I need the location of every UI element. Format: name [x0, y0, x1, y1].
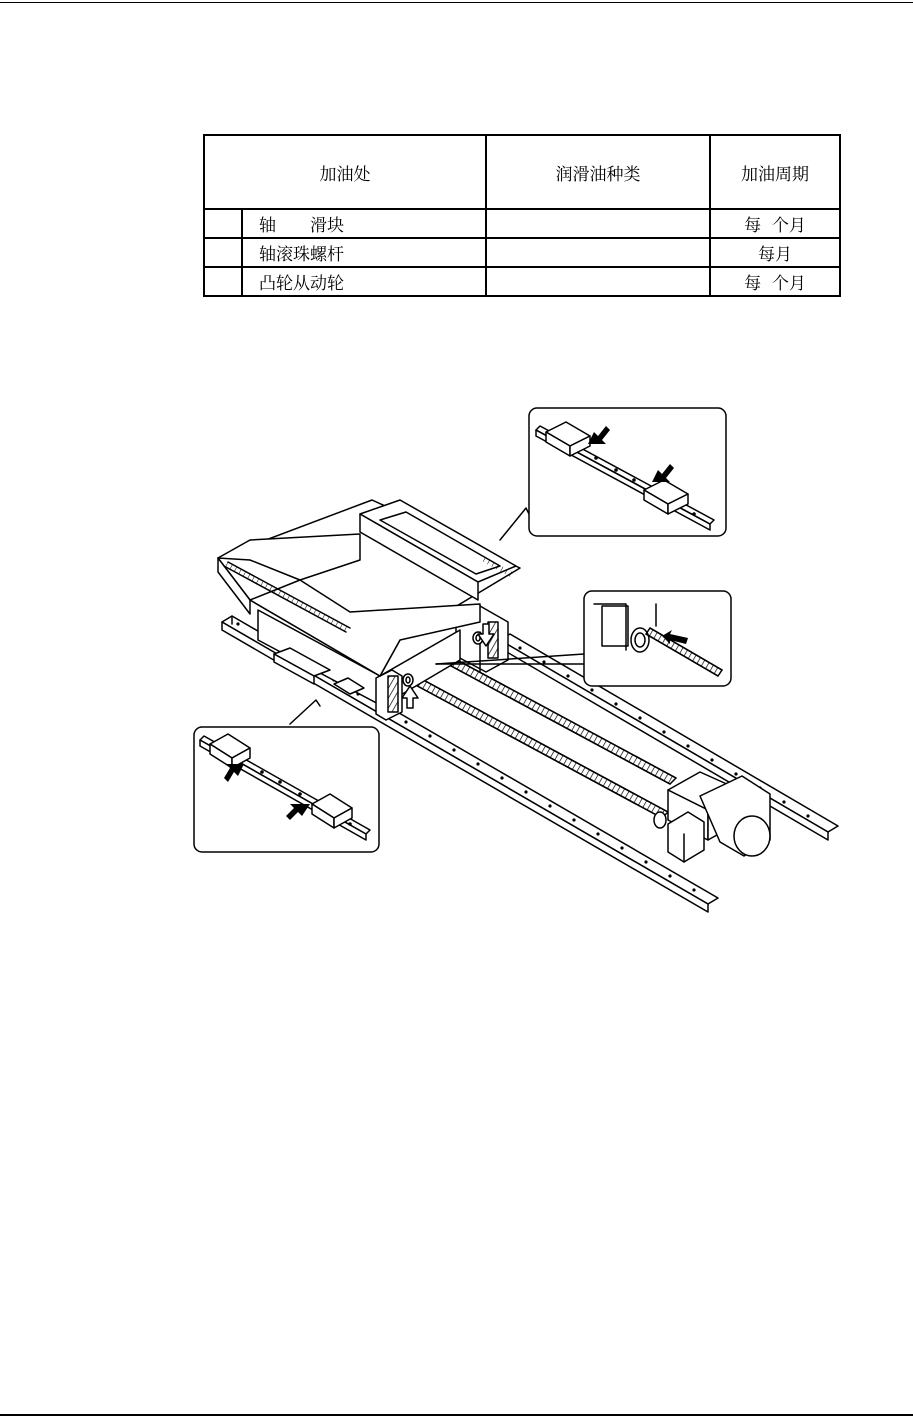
- row-cycle: 每 个月: [710, 209, 840, 238]
- cam-follower-left: [403, 674, 413, 686]
- callout-rail-slider-top: [529, 408, 726, 536]
- drive-motor: [654, 772, 770, 862]
- footer-rule: [0, 1414, 913, 1416]
- row-place: 轴滚珠螺杆: [242, 238, 486, 267]
- header-oil-type: 润滑油种类: [486, 135, 710, 209]
- callout-ballscrew: [584, 591, 731, 686]
- callout-rail-slider-bottom: [194, 727, 379, 852]
- header-cycle: 加油周期: [710, 135, 840, 209]
- row-place: 轴 滑块: [242, 209, 486, 238]
- table-carriage: [218, 500, 520, 720]
- header-place: 加油处: [204, 135, 486, 209]
- spring-left: [388, 676, 398, 712]
- row-cycle: 每 个月: [710, 267, 840, 296]
- row-place: 凸轮从动轮: [242, 267, 486, 296]
- row-cycle: 每月: [710, 238, 840, 267]
